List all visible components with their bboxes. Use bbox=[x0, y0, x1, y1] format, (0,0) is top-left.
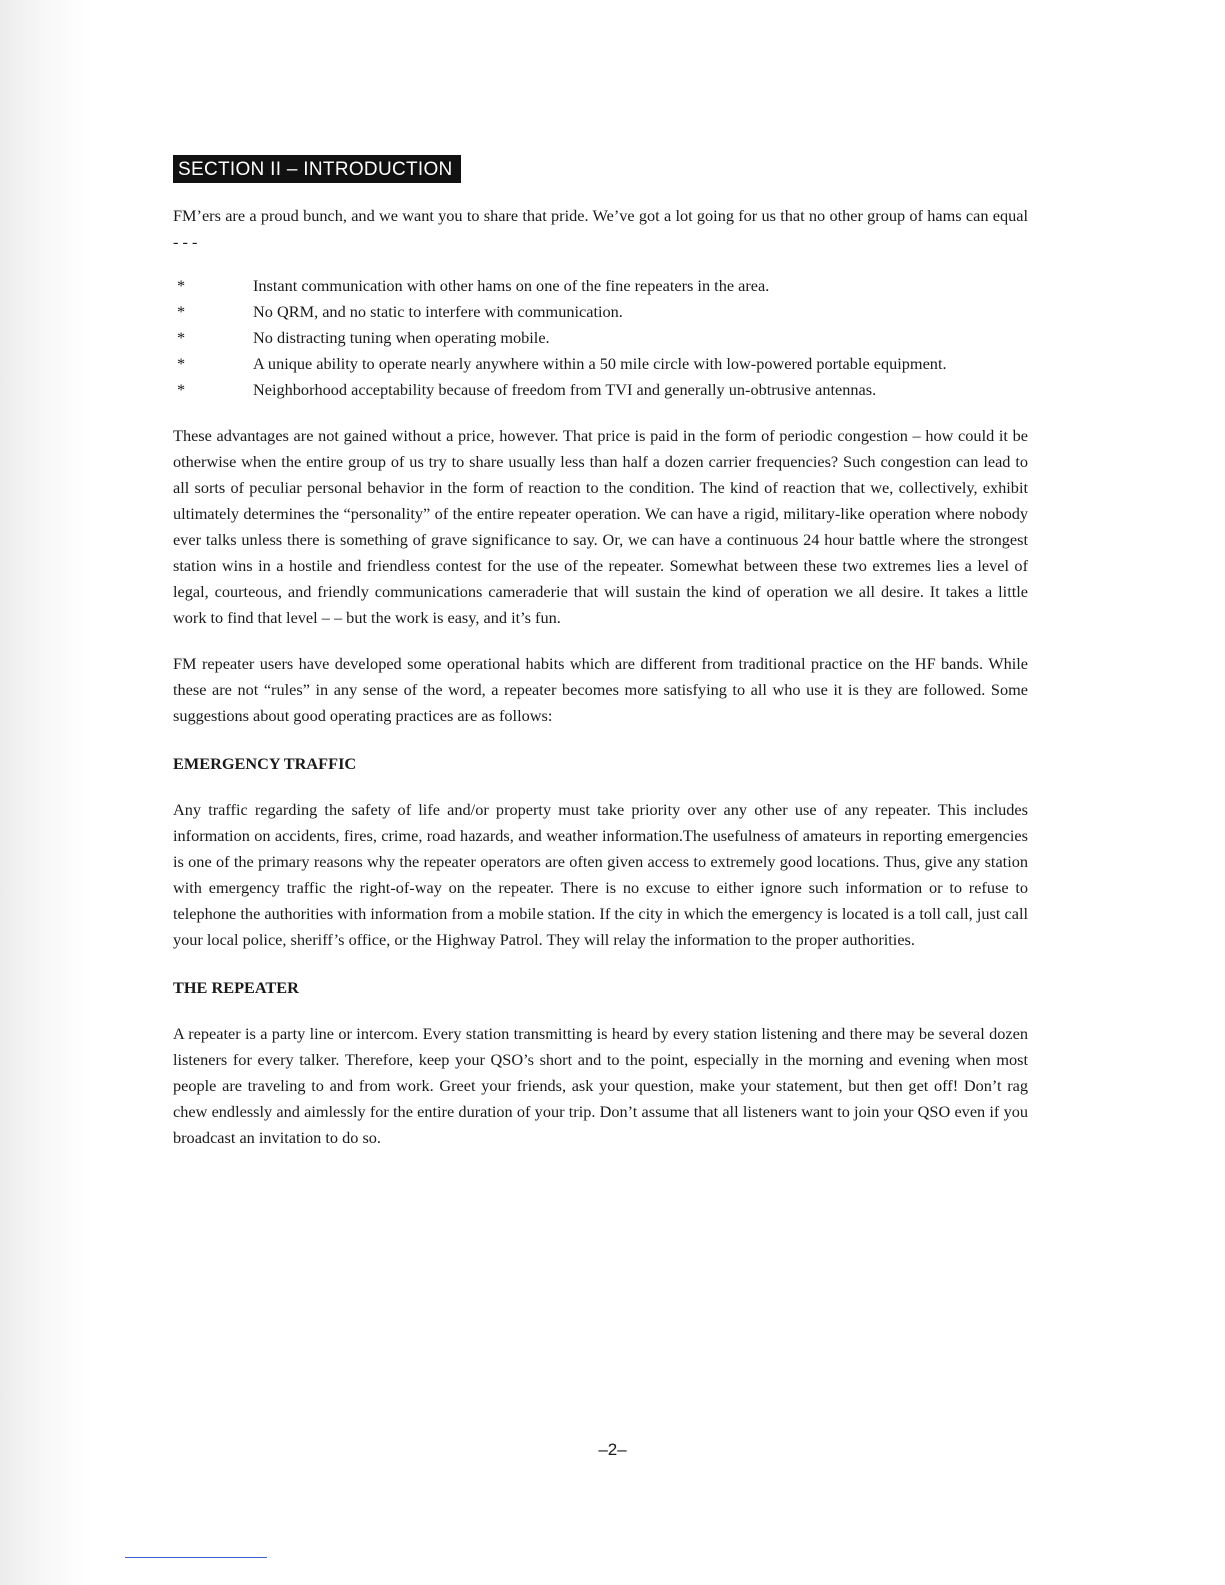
list-item-text: Neighborhood acceptability because of freedom from TVI and generally un-obtrusive antennas. bbox=[253, 380, 877, 399]
list-item bbox=[173, 351, 1028, 377]
bullet-marker: * bbox=[177, 328, 186, 347]
page-number: –2– bbox=[598, 1440, 627, 1459]
document-page bbox=[173, 155, 1028, 1151]
list-item bbox=[173, 325, 1028, 351]
list-item bbox=[173, 299, 1028, 325]
emergency-paragraph: Any traffic regarding the safety of life and/or property must take priority over any other use of any repeater. This includes information on accidents, fires, crime, road hazards, and weather information.The usefulness of amateurs in reporting emergencies is one of the primary reasons why the repeater operators are often given access to extremely good locations. Thus, give any station with emergency traffic the right-of-way on the repeater. There is no excuse to either ignore such information or to refuse to telephone the authorities with information from a mobile station. If the city in which the emergency is located is a toll call, just call your local police, sheriff’s office, or the Highway Patrol. They will relay the information to the proper authorities. bbox=[173, 800, 1028, 949]
scan-link-underline bbox=[125, 1557, 267, 1558]
repeater-heading: THE REPEATER bbox=[173, 978, 299, 997]
bullet-marker: * bbox=[177, 380, 186, 399]
list-item bbox=[173, 273, 1028, 299]
repeater-paragraph: A repeater is a party line or intercom. Every station transmitting is heard by every station listening and there may be several dozen listeners for every talker. Therefore, keep your QSO’s short and to the point, especially in the morning and evening when most people are traveling to and from work. Greet your friends, ask your question, make your statement, but then get off! Don’t rag chew endlessly and aimlessly for the entire duration of your trip. Don’t assume that all listeners want to join your QSO even if you broadcast an invitation to do so. bbox=[173, 1024, 1028, 1147]
intro-paragraph: FM’ers are a proud bunch, and we want you to share that pride. We’ve got a lot going for us that no other group of hams can equal - - - bbox=[173, 206, 1028, 251]
section-header: SECTION II – INTRODUCTION bbox=[173, 155, 461, 183]
emergency-traffic-heading: EMERGENCY TRAFFIC bbox=[173, 754, 357, 773]
list-item-text: A unique ability to operate nearly anywhere within a 50 mile circle with low-powered portable equipment. bbox=[253, 354, 947, 373]
bullet-marker: * bbox=[177, 276, 186, 295]
bullet-marker: * bbox=[177, 354, 186, 373]
habits-paragraph: FM repeater users have developed some operational habits which are different from traditional practice on the HF bands. While these are not “rules” in any sense of the word, a repeater becomes more satisfying to all who use it is they are followed. Some suggestions about good operating practices are as follows: bbox=[173, 654, 1028, 725]
bullet-marker: * bbox=[177, 302, 186, 321]
list-item-text: No distracting tuning when operating mobile. bbox=[253, 328, 550, 347]
list-item-text: No QRM, and no static to interfere with communication. bbox=[253, 302, 623, 321]
list-item-text: Instant communication with other hams on one of the fine repeaters in the area. bbox=[253, 276, 770, 295]
advantages-paragraph: These advantages are not gained without a price, however. That price is paid in the form of periodic congestion – how could it be otherwise when the entire group of us try to share usually less than half a dozen carrier frequencies? Such congestion can lead to all sorts of peculiar personal behavior in the form of reaction to the condition. The kind of reaction that we, collectively, exhibit ultimately determines the “personality” of the entire repeater operation. We can have a rigid, military-like operation where nobody ever talks unless there is something of grave significance to say. Or, we can have a continuous 24 hour battle where the strongest station wins in a hostile and friendless contest for the use of the repeater. Somewhat between these two extremes lies a level of legal, courteous, and friendly communications cameraderie that will sustain the kind of operation we all desire. It takes a little work to find that level – – but the work is easy, and it’s fun. bbox=[173, 426, 1028, 627]
advantages-list bbox=[173, 273, 1028, 403]
scan-edge-shadow bbox=[0, 0, 95, 1585]
list-item bbox=[173, 377, 1028, 403]
